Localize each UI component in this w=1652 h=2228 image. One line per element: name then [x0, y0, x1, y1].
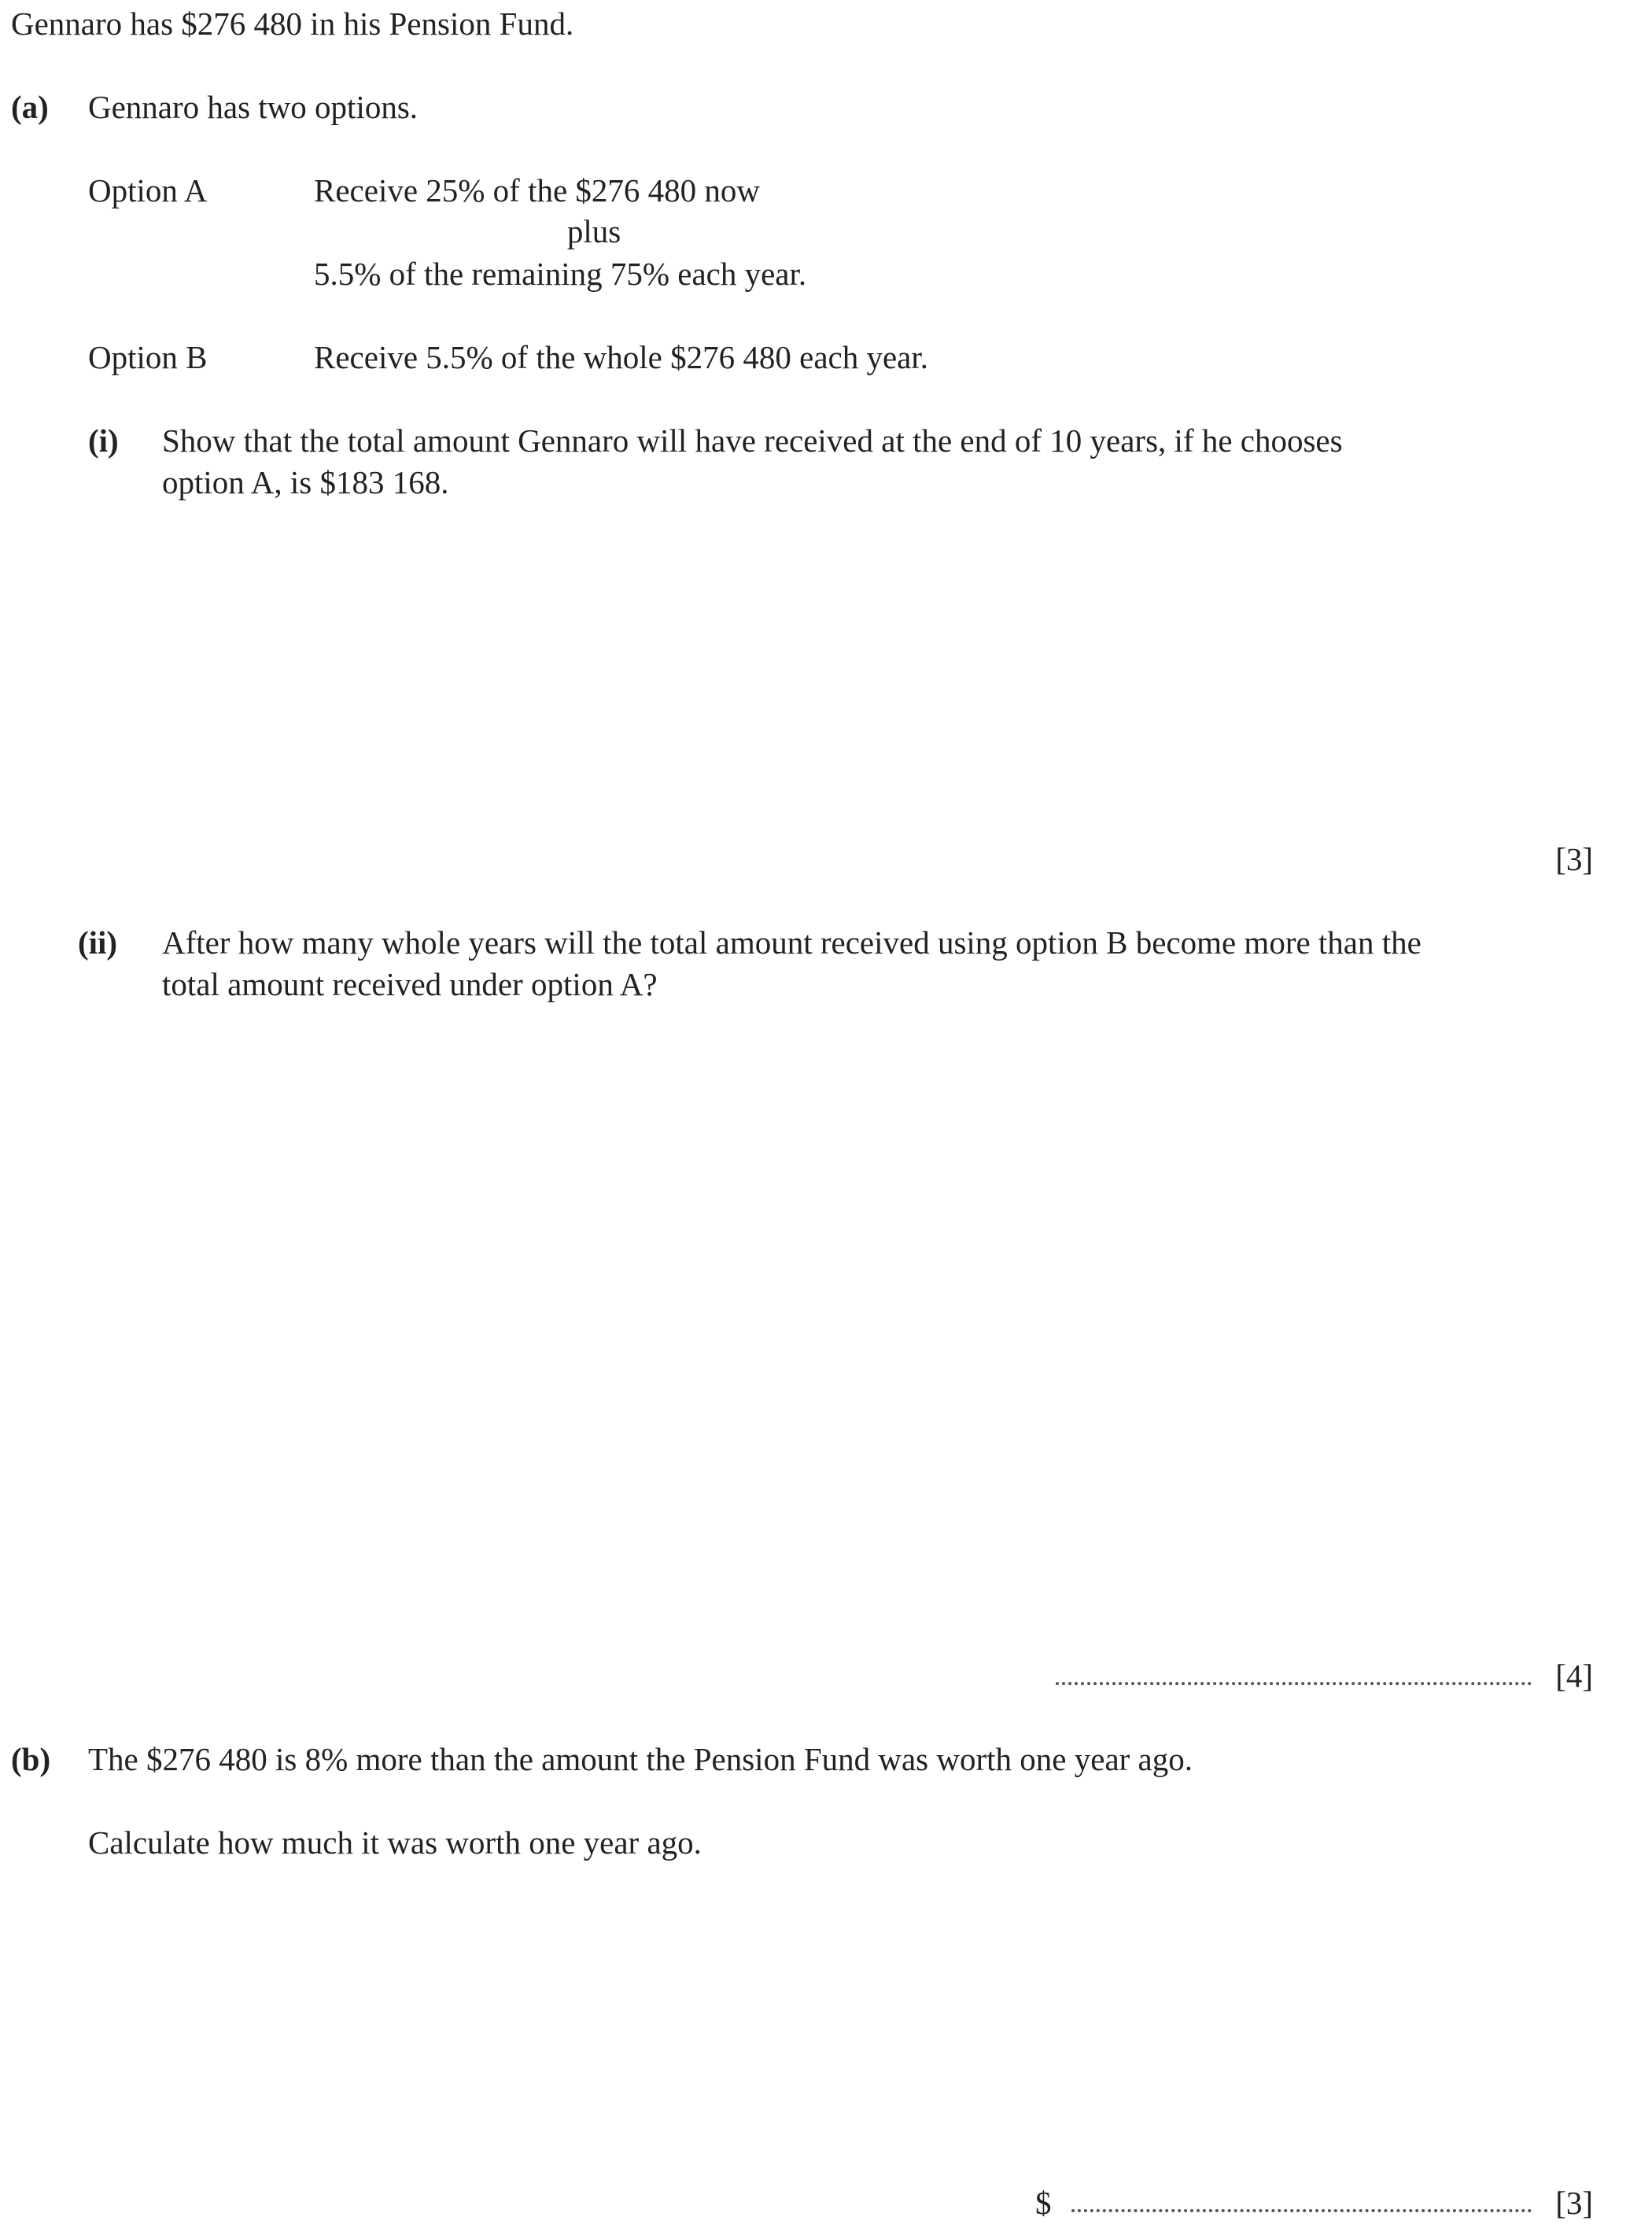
sub-ii-line2: total amount received under option A?: [162, 966, 658, 1002]
sub-i-line1: Show that the total amount Gennaro will have received at the end of 10 years, if he chooses: [162, 422, 1343, 459]
sub-ii-marks: [4]: [1555, 1658, 1593, 1694]
sub-i-marks: [3]: [1555, 841, 1593, 877]
sub-ii-label: (ii): [78, 924, 118, 961]
part-a-text: Gennaro has two options.: [88, 89, 419, 125]
option-a-line2: plus: [566, 213, 621, 249]
part-b-marks: [3]: [1555, 2185, 1593, 2221]
part-b-answer-line[interactable]: [1071, 2209, 1532, 2212]
option-a-name: Option A: [88, 172, 208, 208]
question-intro: Gennaro has $276 480 in his Pension Fund.: [11, 6, 574, 42]
sub-i-label: (i): [88, 422, 119, 459]
option-a-line3: 5.5% of the remaining 75% each year.: [314, 256, 807, 292]
option-b-name: Option B: [88, 339, 208, 375]
sub-ii-line1: After how many whole years will the total amount received using option B become more than the: [162, 924, 1422, 961]
part-b-label: (b): [11, 1741, 51, 1777]
option-b-line1: Receive 5.5% of the whole $276 480 each year.: [314, 339, 929, 375]
option-a-line1: Receive 25% of the $276 480 now: [314, 172, 761, 208]
sub-i-line2: option A, is $183 168.: [162, 464, 449, 500]
part-b-currency-symbol: $: [1035, 2185, 1052, 2221]
sub-ii-answer-line[interactable]: [1056, 1682, 1532, 1685]
part-b-line2: Calculate how much it was worth one year ago.: [88, 1824, 702, 1861]
part-a-label: (a): [11, 89, 49, 125]
part-b-line1: The $276 480 is 8% more than the amount the Pension Fund was worth one year ago.: [88, 1741, 1193, 1777]
